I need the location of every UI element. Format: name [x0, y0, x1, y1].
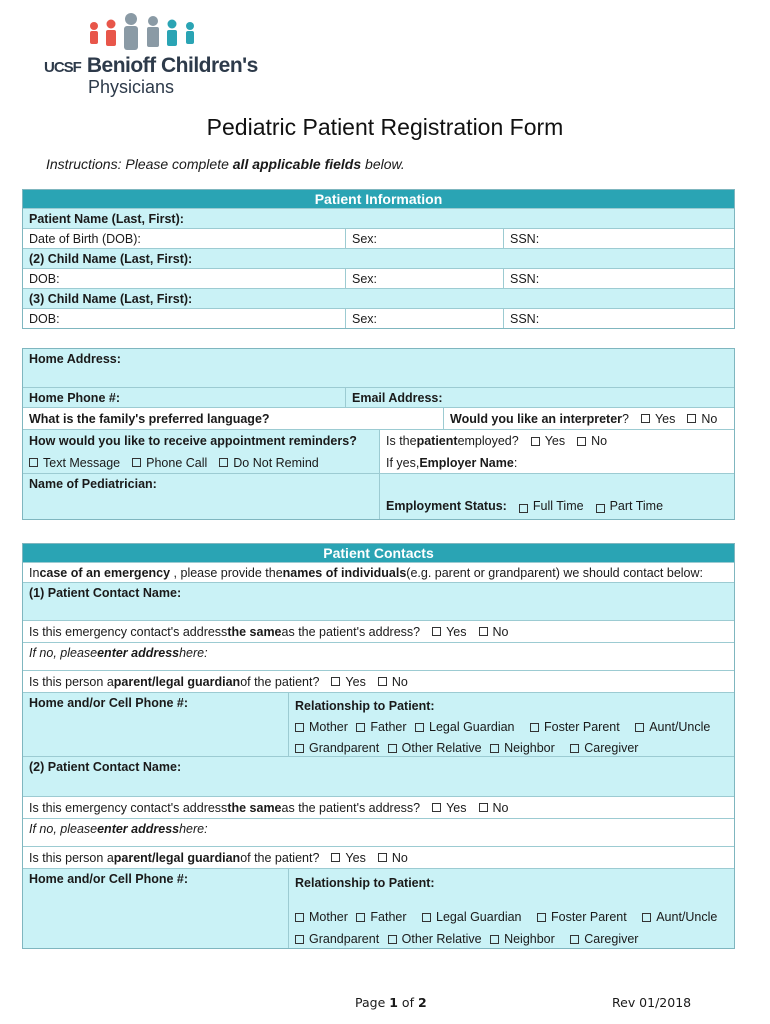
- rel2-caregiver-checkbox[interactable]: [570, 935, 579, 944]
- ssn-field[interactable]: SSN:: [503, 229, 734, 248]
- contact2-guardian-no-checkbox[interactable]: [378, 853, 387, 862]
- child2-ssn-field[interactable]: SSN:: [503, 269, 734, 288]
- contact1-relationship-label: Relationship to Patient:: [295, 699, 435, 713]
- contact2-same-yes-checkbox[interactable]: [432, 803, 441, 812]
- rel-other-relative-checkbox[interactable]: [388, 744, 397, 753]
- employment-status: Employment Status: Full Time Part Time: [380, 473, 734, 519]
- pediatrician-field[interactable]: Name of Pediatrician:: [23, 473, 379, 519]
- phone-call-checkbox[interactable]: [132, 458, 141, 467]
- contact1-phone-field[interactable]: Home and/or Cell Phone #:: [29, 696, 189, 710]
- rel-aunt-uncle-checkbox[interactable]: [635, 723, 644, 732]
- contact2-name-field[interactable]: (2) Patient Contact Name:: [29, 760, 182, 774]
- contact2-same-address: Is this emergency contact's address the same as the patient's address? Yes No: [29, 800, 509, 815]
- child3-sex-field[interactable]: Sex:: [345, 309, 503, 328]
- section-header: Patient Contacts: [23, 544, 734, 562]
- contact2-phone-field[interactable]: Home and/or Cell Phone #:: [29, 872, 189, 886]
- revision-date: Rev 01/2018: [612, 995, 692, 1010]
- child2-name-field[interactable]: (2) Child Name (Last, First):: [29, 251, 193, 266]
- logo-line-1: UCSF Benioff Children's: [44, 54, 258, 77]
- rel2-neighbor-checkbox[interactable]: [490, 935, 499, 944]
- contact2-same-no-checkbox[interactable]: [479, 803, 488, 812]
- contact1-guardian-yes-checkbox[interactable]: [331, 677, 340, 686]
- contact1-relationship-options-1: Mother Father Legal Guardian Foster Parent Aunt/Uncle: [295, 717, 728, 738]
- patient-name-field[interactable]: Patient Name (Last, First):: [29, 211, 184, 226]
- rel2-other-relative-checkbox[interactable]: [388, 935, 397, 944]
- logo-line-2: Physicians: [88, 77, 175, 97]
- language-field[interactable]: What is the family's preferred language?: [29, 411, 270, 426]
- rel2-legal-guardian-checkbox[interactable]: [422, 913, 431, 922]
- child3-ssn-field[interactable]: SSN:: [503, 309, 734, 328]
- contact1-guardian-question: Is this person a parent/legal guardian of the patient? Yes No: [29, 674, 408, 689]
- rel2-aunt-uncle-checkbox[interactable]: [642, 913, 651, 922]
- rel2-mother-checkbox[interactable]: [295, 913, 304, 922]
- home-address-field[interactable]: Home Address:: [29, 352, 121, 366]
- contact2-relationship-label: Relationship to Patient:: [295, 876, 435, 890]
- interpreter-no-checkbox[interactable]: [687, 414, 696, 423]
- patient-contacts-table: [22, 543, 735, 949]
- contact2-relationship-options-1: Mother Father Legal Guardian Foster Parent Aunt/Uncle: [295, 906, 728, 928]
- contact2-guardian-question: Is this person a parent/legal guardian of the patient? Yes No: [29, 850, 408, 865]
- full-time-checkbox[interactable]: [519, 504, 528, 513]
- form-title: Pediatric Patient Registration Form: [206, 114, 564, 140]
- contacts-intro: In case of an emergency , please provide the names of individuals (e.g. parent or grandparent) we should contact below:: [29, 565, 704, 580]
- rel-father-checkbox[interactable]: [356, 723, 365, 732]
- rel2-foster-parent-checkbox[interactable]: [537, 913, 546, 922]
- sex-field[interactable]: Sex:: [345, 229, 503, 248]
- child3-name-field[interactable]: (3) Child Name (Last, First):: [29, 291, 193, 306]
- interpreter-yes-checkbox[interactable]: [641, 414, 650, 423]
- dob-field[interactable]: Date of Birth (DOB):: [29, 231, 141, 246]
- contact1-same-yes-checkbox[interactable]: [432, 627, 441, 636]
- section-header: Patient Information: [23, 190, 734, 208]
- contact1-same-address: Is this emergency contact's address the same as the patient's address? Yes No: [29, 624, 509, 639]
- instructions: Instructions: Please complete all applicable fields below.: [46, 156, 405, 172]
- contact1-relationship-options-2: Grandparent Other Relative Neighbor Caregiver: [295, 738, 728, 759]
- family-figures-icon: [86, 12, 206, 52]
- text-message-checkbox[interactable]: [29, 458, 38, 467]
- contact2-address-field[interactable]: If no, please enter address here:: [29, 822, 208, 836]
- part-time-checkbox[interactable]: [596, 504, 605, 513]
- contact2-relationship-options-2: Grandparent Other Relative Neighbor Caregiver: [295, 928, 728, 950]
- rel-neighbor-checkbox[interactable]: [490, 744, 499, 753]
- rel2-father-checkbox[interactable]: [356, 913, 365, 922]
- contact1-name-field[interactable]: (1) Patient Contact Name:: [29, 586, 182, 600]
- child2-sex-field[interactable]: Sex:: [345, 269, 503, 288]
- employed-question: Is the patient employed? Yes No: [380, 430, 734, 452]
- rel-mother-checkbox[interactable]: [295, 723, 304, 732]
- rel-caregiver-checkbox[interactable]: [570, 744, 579, 753]
- rel-grandparent-checkbox[interactable]: [295, 744, 304, 753]
- contact1-guardian-no-checkbox[interactable]: [378, 677, 387, 686]
- contact1-address-field[interactable]: If no, please enter address here:: [29, 646, 208, 660]
- rel-legal-guardian-checkbox[interactable]: [415, 723, 424, 732]
- child2-dob-field[interactable]: DOB:: [29, 271, 60, 286]
- page-number: Page 1 of 2: [355, 995, 427, 1010]
- reminder-options: Text Message Phone Call Do Not Remind: [23, 452, 379, 473]
- ucsf-logo: [44, 12, 258, 98]
- contact1-same-no-checkbox[interactable]: [479, 627, 488, 636]
- employed-yes-checkbox[interactable]: [531, 437, 540, 446]
- do-not-remind-checkbox[interactable]: [219, 458, 228, 467]
- employer-name-field[interactable]: If yes, Employer Name :: [380, 452, 734, 473]
- rel2-grandparent-checkbox[interactable]: [295, 935, 304, 944]
- patient-information-table: [22, 189, 735, 329]
- rel-foster-parent-checkbox[interactable]: [530, 723, 539, 732]
- reminders-question: How would you like to receive appointment reminders?: [23, 430, 379, 452]
- child3-dob-field[interactable]: DOB:: [29, 311, 60, 326]
- employed-no-checkbox[interactable]: [577, 437, 586, 446]
- contact2-guardian-yes-checkbox[interactable]: [331, 853, 340, 862]
- home-phone-field[interactable]: Home Phone #:: [29, 390, 120, 405]
- address-table: [22, 348, 735, 520]
- email-field[interactable]: Email Address:: [345, 388, 734, 407]
- interpreter-question: Would you like an interpreter ? Yes No: [443, 408, 734, 429]
